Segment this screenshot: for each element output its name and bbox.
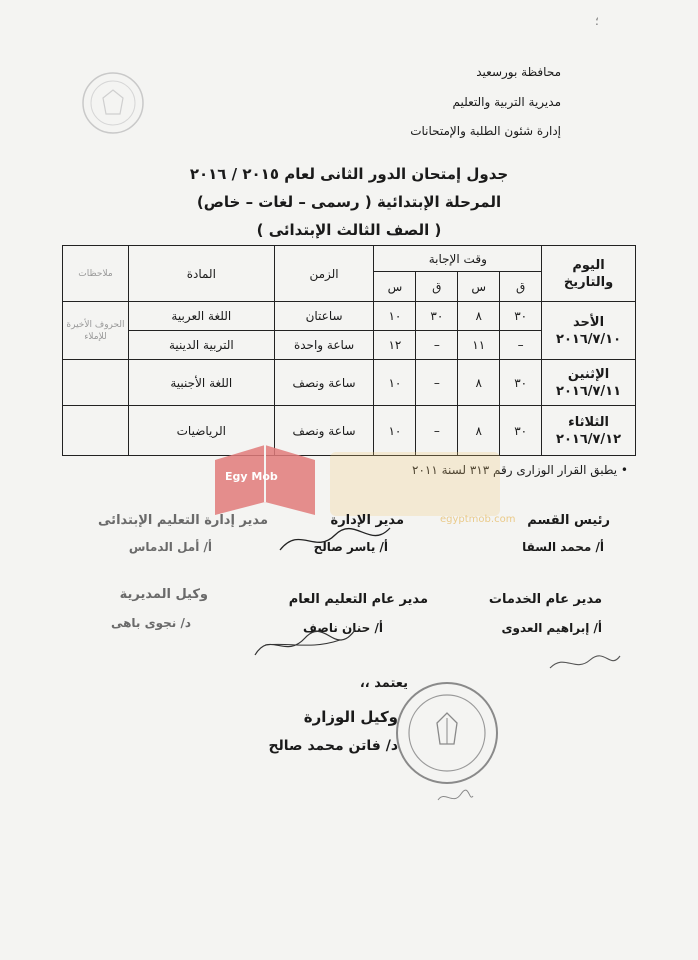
header-answer-time: وقت الإجابة — [374, 246, 542, 272]
sig-title-primary-director: مدير إدارة التعليم الإبتدائى — [98, 513, 268, 528]
sig-name-deputy-directorate: د/ نجوى باهى — [110, 616, 191, 630]
cell-to-q: ٣٠ — [500, 302, 542, 331]
cell-from-s: ١٠ — [374, 360, 416, 406]
day-cell: الأحد ٢٠١٦/٧/١٠ — [542, 302, 636, 360]
sig-title-admin-director: مدير الإدارة — [330, 513, 404, 528]
approval-label: يعتمد ،، — [359, 676, 408, 691]
page-mark: ؛ — [595, 14, 599, 28]
emblem-icon — [78, 68, 148, 138]
cell-from-q: – — [416, 331, 458, 360]
cell-duration: ساعة واحدة — [274, 331, 374, 360]
signature-scribble-icon — [545, 648, 625, 678]
department-label: إدارة شئون الطلبة والإمتحانات — [410, 124, 561, 138]
signature-scribble-icon — [275, 520, 395, 560]
table-row — [63, 406, 636, 456]
sig-title-services-director: مدير عام الخدمات — [488, 592, 602, 607]
day-cell: الثلاثاء ٢٠١٦/٧/١٢ — [542, 406, 636, 456]
marginal-scribble-icon — [435, 788, 475, 808]
cell-to-s: ٨ — [458, 302, 500, 331]
cell-from-q: ٣٠ — [416, 302, 458, 331]
cell-from-s: ١٢ — [374, 331, 416, 360]
header-duration: الزمن — [274, 246, 374, 302]
header-day-date: اليوم والتاريخ — [542, 246, 636, 302]
sig-title-deputy-directorate: وكيل المديرية — [119, 587, 208, 602]
cell-subject: اللغة الأجنبية — [128, 360, 274, 406]
header-s: س — [374, 272, 416, 302]
title-line-2: المرحلة الإبتدائية ( رسمى – لغات – خاص) — [196, 193, 502, 211]
cell-from-s: ١٠ — [374, 302, 416, 331]
cell-to-q: ٣٠ — [500, 406, 542, 456]
cell-from-q: – — [416, 406, 458, 456]
cell-notes: الحروف الأخيرة للإملاء — [63, 302, 129, 360]
decree-note: • يطبق القرار الوزارى رقم ٣١٣ لسنة ٢٠١١ — [412, 463, 628, 477]
approval-title: وكيل الوزارة — [303, 708, 398, 726]
sig-name-primary-director: أ/ أمل الدماس — [128, 540, 212, 554]
cell-duration: ساعتان — [274, 302, 374, 331]
cell-to-s: ٨ — [458, 360, 500, 406]
cell-to-q: ٣٠ — [500, 360, 542, 406]
header-subject: المادة — [128, 246, 274, 302]
bullet-icon: • — [620, 463, 628, 477]
cell-subject: الرياضيات — [128, 406, 274, 456]
header-q: ق — [500, 272, 542, 302]
header-notes: ملاحظات — [63, 246, 129, 302]
day-cell: الإثنين ٢٠١٦/٧/١١ — [542, 360, 636, 406]
approval-name: د/ فاتن محمد صالح — [268, 738, 398, 754]
cell-to-s: ١١ — [458, 331, 500, 360]
cell-from-q: – — [416, 360, 458, 406]
cell-from-s: ١٠ — [374, 406, 416, 456]
cell-subject: التربية الدينية — [128, 331, 274, 360]
sig-name-general-education-director: أ/ حنان ناصف — [302, 621, 383, 635]
cell-to-q: – — [500, 331, 542, 360]
governorate-label: محافظة بورسعيد — [476, 65, 561, 79]
header-q: ق — [416, 272, 458, 302]
table-header-row — [63, 246, 636, 272]
watermark-brand: Egy Mob — [225, 470, 278, 483]
cell-duration: ساعة ونصف — [274, 360, 374, 406]
title-line-1: جدول إمتحان الدور الثانى لعام ٢٠١٥ / ٢٠١٦ — [189, 165, 509, 183]
table-row — [63, 302, 636, 331]
cell-notes — [63, 406, 129, 456]
table-row — [63, 360, 636, 406]
header-s: س — [458, 272, 500, 302]
watermark-site: egyptmob.com — [440, 514, 516, 525]
title-line-3: ( الصف الثالث الإبتدائى ) — [256, 221, 442, 239]
sig-title-section-head: رئيس القسم — [527, 513, 610, 528]
cell-notes — [63, 360, 129, 406]
cell-duration: ساعة ونصف — [274, 406, 374, 456]
sig-name-admin-director: أ/ ياسر صالح — [313, 540, 388, 554]
sig-name-section-head: أ/ محمد السقا — [522, 540, 604, 554]
watermark-banner — [330, 452, 500, 516]
cell-to-s: ٨ — [458, 406, 500, 456]
exam-schedule-table — [62, 245, 636, 456]
sig-title-general-education-director: مدير عام التعليم العام — [288, 592, 428, 607]
signature-scribble-icon — [250, 620, 360, 665]
directorate-label: مديرية التربية والتعليم — [452, 95, 561, 109]
official-stamp-icon — [392, 678, 502, 788]
sig-name-services-director: أ/ إبراهيم العدوى — [501, 621, 602, 635]
cell-subject: اللغة العربية — [128, 302, 274, 331]
